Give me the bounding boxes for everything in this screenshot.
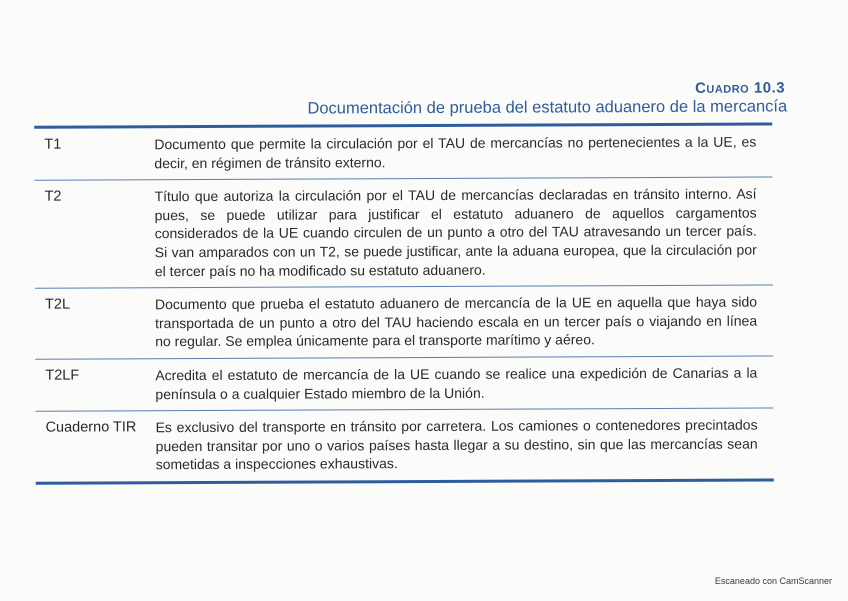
document-description: Es exclusivo del transporte en tránsito por carretera. Los camiones o contenedores precintados pueden transitar por uno o varios países hasta llegar a su destino, sin que las mercancías sean sometidas a inspecciones exhaustivas. xyxy=(155,416,758,473)
document-description: Acredita el estatuto de mercancía de la UE cuando se realice una expedición de Canarias a la península o a cualquier Estado miembro de la Unión. xyxy=(155,364,758,402)
scanner-watermark: Escaneado con CamScanner xyxy=(714,576,832,586)
table-title: Documentación de prueba del estatuto aduanero de la mercancía xyxy=(307,97,788,118)
table-row xyxy=(34,126,772,181)
table-row xyxy=(35,356,773,411)
document-code: T2 xyxy=(44,188,62,205)
table-row xyxy=(35,286,773,360)
document-description: Documento que prueba el estatuto aduanero de mercancía de la UE en aquella que haya sido transportada de un punto a otro del TAU haciendo escala en un tercer país o viajando en línea no regular. Se emplea únicamente para el transporte marítimo y aéreo. xyxy=(154,293,758,350)
documentation-table xyxy=(34,123,774,485)
document-code: Cuaderno TIR xyxy=(45,419,137,436)
document-description: Documento que permite la circulación por el TAU de mercancías no pertenecientes a la UE, es decir, en régimen de tránsito externo. xyxy=(154,133,757,171)
table-number: Cuadro 10.3 xyxy=(695,79,786,97)
document-description: Título que autoriza la circulación por el TAU de mercancías declaradas en tránsito interno. Así pues, se puede utilizar para justificar el estatuto aduanero de aquellos cargamentos considerados de la UE cuando circulen de un punto a otro del TAU atravesando un tercer país. Si van amparados con un T2, se puede justificar, ante la aduana europea, que la circulación por el tercer país no ha modificado su estatuto aduanero. xyxy=(154,185,757,279)
table-row xyxy=(34,178,772,289)
table-row xyxy=(35,409,773,482)
document-code: T2L xyxy=(44,296,71,313)
document-code: T1 xyxy=(44,136,62,153)
document-code: T2LF xyxy=(45,367,80,384)
